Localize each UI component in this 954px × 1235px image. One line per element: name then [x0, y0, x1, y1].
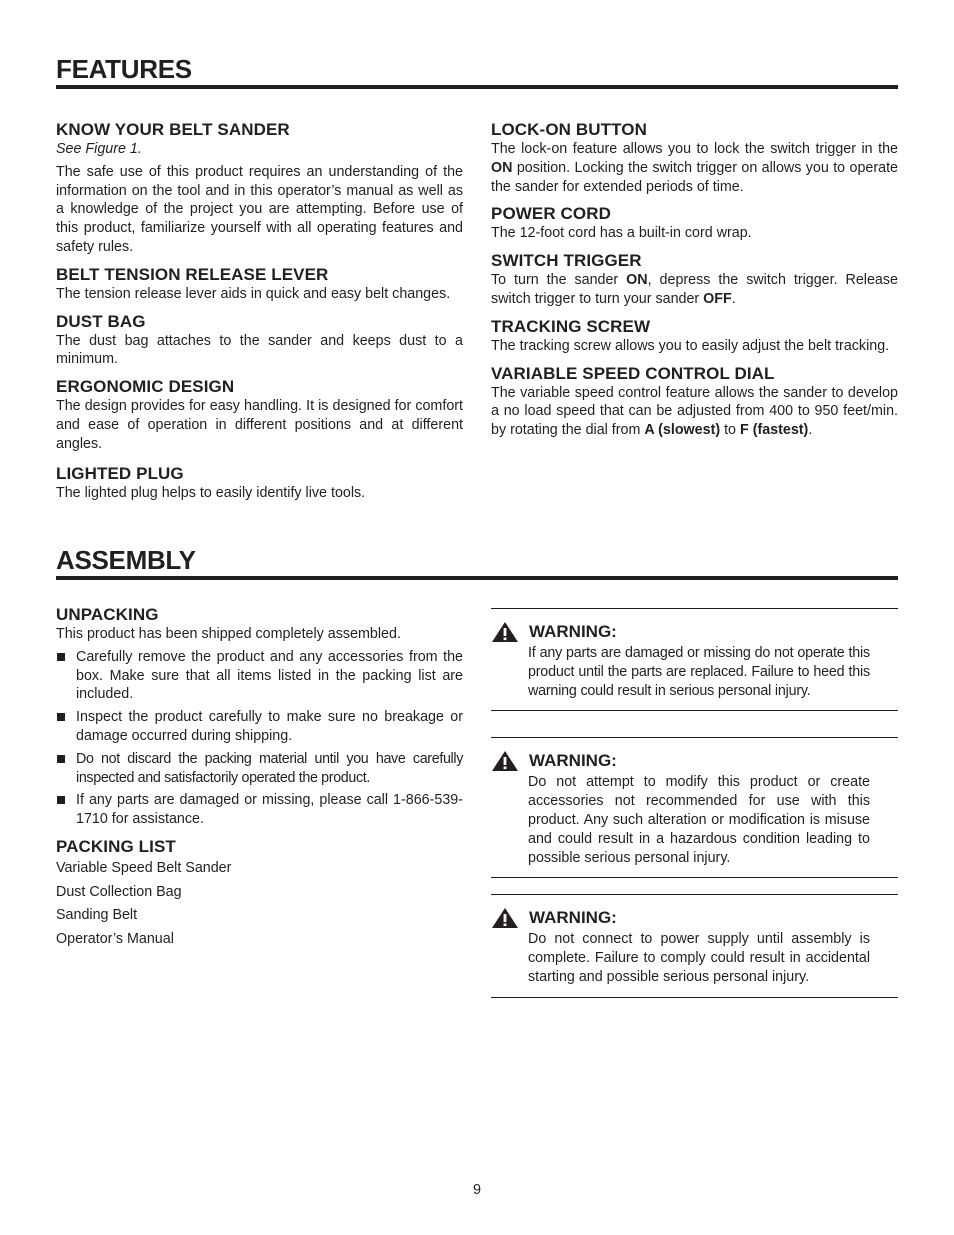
warning-text: If any parts are damaged or missing do not operate this product until the parts are replaced. Failure to heed this warning could result in serious personal injury.: [528, 645, 870, 699]
packing-list-heading: PACKING LIST: [56, 836, 176, 856]
feature-text: The design provides for easy handling. It is designed for comfort and ease of operation in different positions and at different angles.: [56, 398, 463, 452]
warning-box: [491, 894, 898, 997]
feature-text: The lighted plug helps to easily identify live tools.: [56, 484, 366, 501]
feature-heading: LIGHTED PLUG: [56, 463, 184, 483]
feature-heading: SWITCH TRIGGER: [491, 251, 642, 271]
assembly-section: [56, 546, 898, 580]
feature-heading: TRACKING SCREW: [491, 316, 651, 336]
assembly-title: ASSEMBLY: [56, 545, 196, 575]
assembly-left-column: [56, 605, 463, 998]
feature-heading: VARIABLE SPEED CONTROL DIAL: [491, 363, 775, 383]
packing-list-item: Sanding Belt: [56, 907, 138, 924]
feature-ergonomic-design: [56, 377, 463, 453]
feature-text: The safe use of this product requires an understanding of the information on the tool and in this operator’s manual as well as a knowledge of the project you are attempting. Before use of this product, familiarize yourself with all operating features and safety rules.: [56, 163, 463, 255]
features-section: [56, 55, 898, 89]
warning-label: WARNING:: [529, 622, 617, 641]
square-bullet-icon: [57, 755, 65, 763]
warning-text: Do not attempt to modify this product or create accessories not recommended for use with this product. Any such alteration or modification is misuse and could result in a hazardous condition leading to possible serious personal injury.: [528, 774, 870, 866]
feature-power-cord: [491, 204, 898, 243]
assembly-right-column: [491, 605, 898, 998]
feature-text: The dust bag attaches to the sander and keeps dust to a minimum.: [56, 332, 463, 368]
feature-variable-speed-control-dial: [491, 364, 898, 440]
feature-switch-trigger: [491, 251, 898, 309]
feature-text: To turn the sander ON, depress the switch trigger. Release switch trigger to turn your sander OFF.: [491, 272, 898, 307]
packing-list-item: Operator’s Manual: [56, 930, 174, 947]
list-item: Inspect the product carefully to make sure no breakage or damage occurred during shipping.: [56, 708, 463, 746]
feature-heading: ERGONOMIC DESIGN: [56, 377, 235, 397]
square-bullet-icon: [57, 713, 65, 721]
feature-heading: POWER CORD: [491, 204, 611, 224]
warning-text: Do not connect to power supply until assembly is complete. Failure to comply could result in accidental starting and possible serious personal injury.: [528, 931, 870, 985]
square-bullet-icon: [57, 796, 65, 804]
features-left-column: [56, 120, 463, 510]
feature-lock-on-button: [491, 120, 898, 196]
unpacking-block: [56, 605, 463, 829]
feature-know-your-belt-sander: [56, 120, 463, 257]
page-number: 9: [472, 1182, 482, 1198]
packing-list-item: Variable Speed Belt Sander: [56, 859, 232, 876]
packing-list-block: [56, 837, 463, 949]
feature-heading: BELT TENSION RELEASE LEVER: [56, 264, 329, 284]
feature-belt-tension-release-lever: [56, 265, 463, 304]
list-item: If any parts are damaged or missing, please call 1-866-539-1710 for assistance.: [56, 791, 463, 829]
warning-box: [491, 608, 898, 711]
unpacking-heading: UNPACKING: [56, 605, 159, 624]
feature-text: The tension release lever aids in quick and easy belt changes.: [56, 285, 451, 302]
unpacking-intro: This product has been shipped completely assembled.: [56, 626, 401, 642]
packing-list-item: Dust Collection Bag: [56, 883, 182, 900]
feature-text: The 12-foot cord has a built-in cord wrap.: [491, 225, 752, 242]
feature-heading: LOCK-ON BUTTON: [491, 120, 647, 139]
assembly-title-rule: [56, 576, 898, 580]
feature-heading: DUST BAG: [56, 311, 146, 331]
list-item: Carefully remove the product and any accessories from the box. Make sure that all items listed in the packing list are included.: [56, 648, 463, 704]
warning-label: WARNING:: [529, 908, 617, 928]
warning-triangle-icon: [491, 750, 519, 772]
warning-box: [491, 737, 898, 878]
warning-label: WARNING:: [529, 751, 617, 771]
list-item: Do not discard the packing material until you have carefully inspected and satisfactorily operated the product.: [56, 750, 463, 788]
features-title: FEATURES: [56, 54, 192, 84]
features-title-rule: [56, 85, 898, 89]
feature-dust-bag: [56, 312, 463, 370]
feature-text: The variable speed control feature allows the sander to develop a no load speed that can be adjusted from 400 to 950 feet/min. by rotating the dial from A (slowest) to F (fastest).: [491, 384, 898, 439]
unpacking-bullet-list: [56, 648, 463, 829]
feature-heading: KNOW YOUR BELT SANDER: [56, 120, 290, 139]
figure-reference: See Figure 1.: [56, 141, 142, 157]
feature-text: The tracking screw allows you to easily adjust the belt tracking.: [491, 337, 890, 354]
feature-lighted-plug: [56, 464, 463, 503]
features-right-column: [491, 120, 898, 510]
feature-tracking-screw: [491, 317, 898, 356]
feature-text: The lock-on feature allows you to lock the switch trigger in the ON position. Locking the switch trigger on allows you to operate the sander for extended periods of time.: [491, 141, 898, 195]
square-bullet-icon: [57, 653, 65, 661]
warning-triangle-icon: [491, 621, 519, 643]
warning-triangle-icon: [491, 907, 519, 929]
